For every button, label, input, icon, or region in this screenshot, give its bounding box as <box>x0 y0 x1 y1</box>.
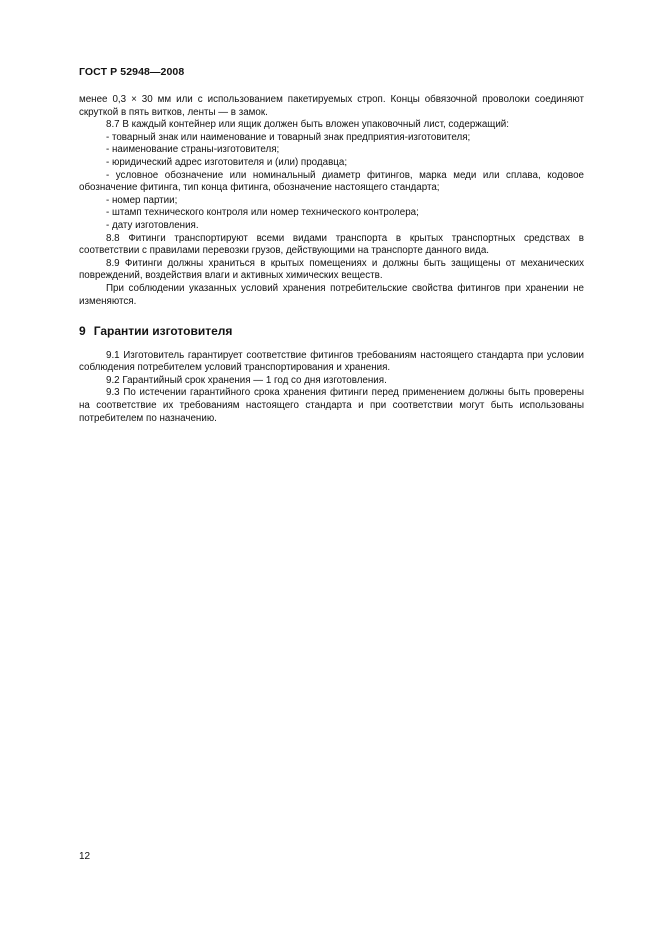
paragraph-8-7: 8.7 В каждый контейнер или ящик должен быть вложен упаковочный лист, содержащий: <box>106 119 510 131</box>
list-item: - дату изготовления. <box>106 219 199 231</box>
paragraph-9-3: 9.3 По истечении гарантийного срока хранения фитинги перед применением должны быть проверены на соответствие их требованиям настоящего стандарта и при соответствии могут быть использованы потребителем по назначению. <box>79 387 584 424</box>
document-header: ГОСТ Р 52948—2008 <box>79 66 185 78</box>
paragraph-8-8: 8.8 Фитинги транспортируют всеми видами транспорта в крытых транспортных средствах в соответствии с правилами перевозки грузов, действующими на транспорте данного вида. <box>79 232 584 257</box>
list-item: - юридический адрес изготовителя и (или) продавца; <box>106 156 348 168</box>
paragraph-9-2: 9.2 Гарантийный срок хранения — 1 год со дня изготовления. <box>106 374 387 386</box>
list-item: - штамп технического контроля или номер технического контролера; <box>106 207 419 219</box>
paragraph-8-9: 8.9 Фитинги должны храниться в крытых помещениях и должны быть защищены от механических повреждений, воздействия влаги и активных химических веществ. <box>79 257 584 282</box>
paragraph-packing-wire: менее 0,3 × 30 мм или с использованием пакетируемых строп. Концы обвязочной проволоки соединяют скруткой в пять витков, ленты — в замок. <box>79 94 584 118</box>
list-item: - условное обозначение или номинальный диаметр фитингов, марка меди или сплава, кодовое обозначение фитинга, тип конца фитинга, обозначение настоящего стандарта; <box>79 169 584 194</box>
section-number: 9 <box>79 324 86 339</box>
section-title: Гарантии изготовителя <box>93 324 233 339</box>
list-item: - номер партии; <box>106 194 178 206</box>
list-item: - товарный знак или наименование и товарный знак предприятия-изготовителя; <box>106 131 471 143</box>
paragraph-storage-note: При соблюдении указанных условий хранения потребительские свойства фитингов при хранении не изменяются. <box>79 282 584 307</box>
page-number: 12 <box>79 851 91 862</box>
list-item: - наименование страны-изготовителя; <box>106 144 280 156</box>
paragraph-9-1: 9.1 Изготовитель гарантирует соответствие фитингов требованиям настоящего стандарта при условии соблюдения потребителем условий транспортирования и хранения. <box>79 349 584 374</box>
section-heading <box>79 325 584 338</box>
document-body <box>79 94 584 425</box>
